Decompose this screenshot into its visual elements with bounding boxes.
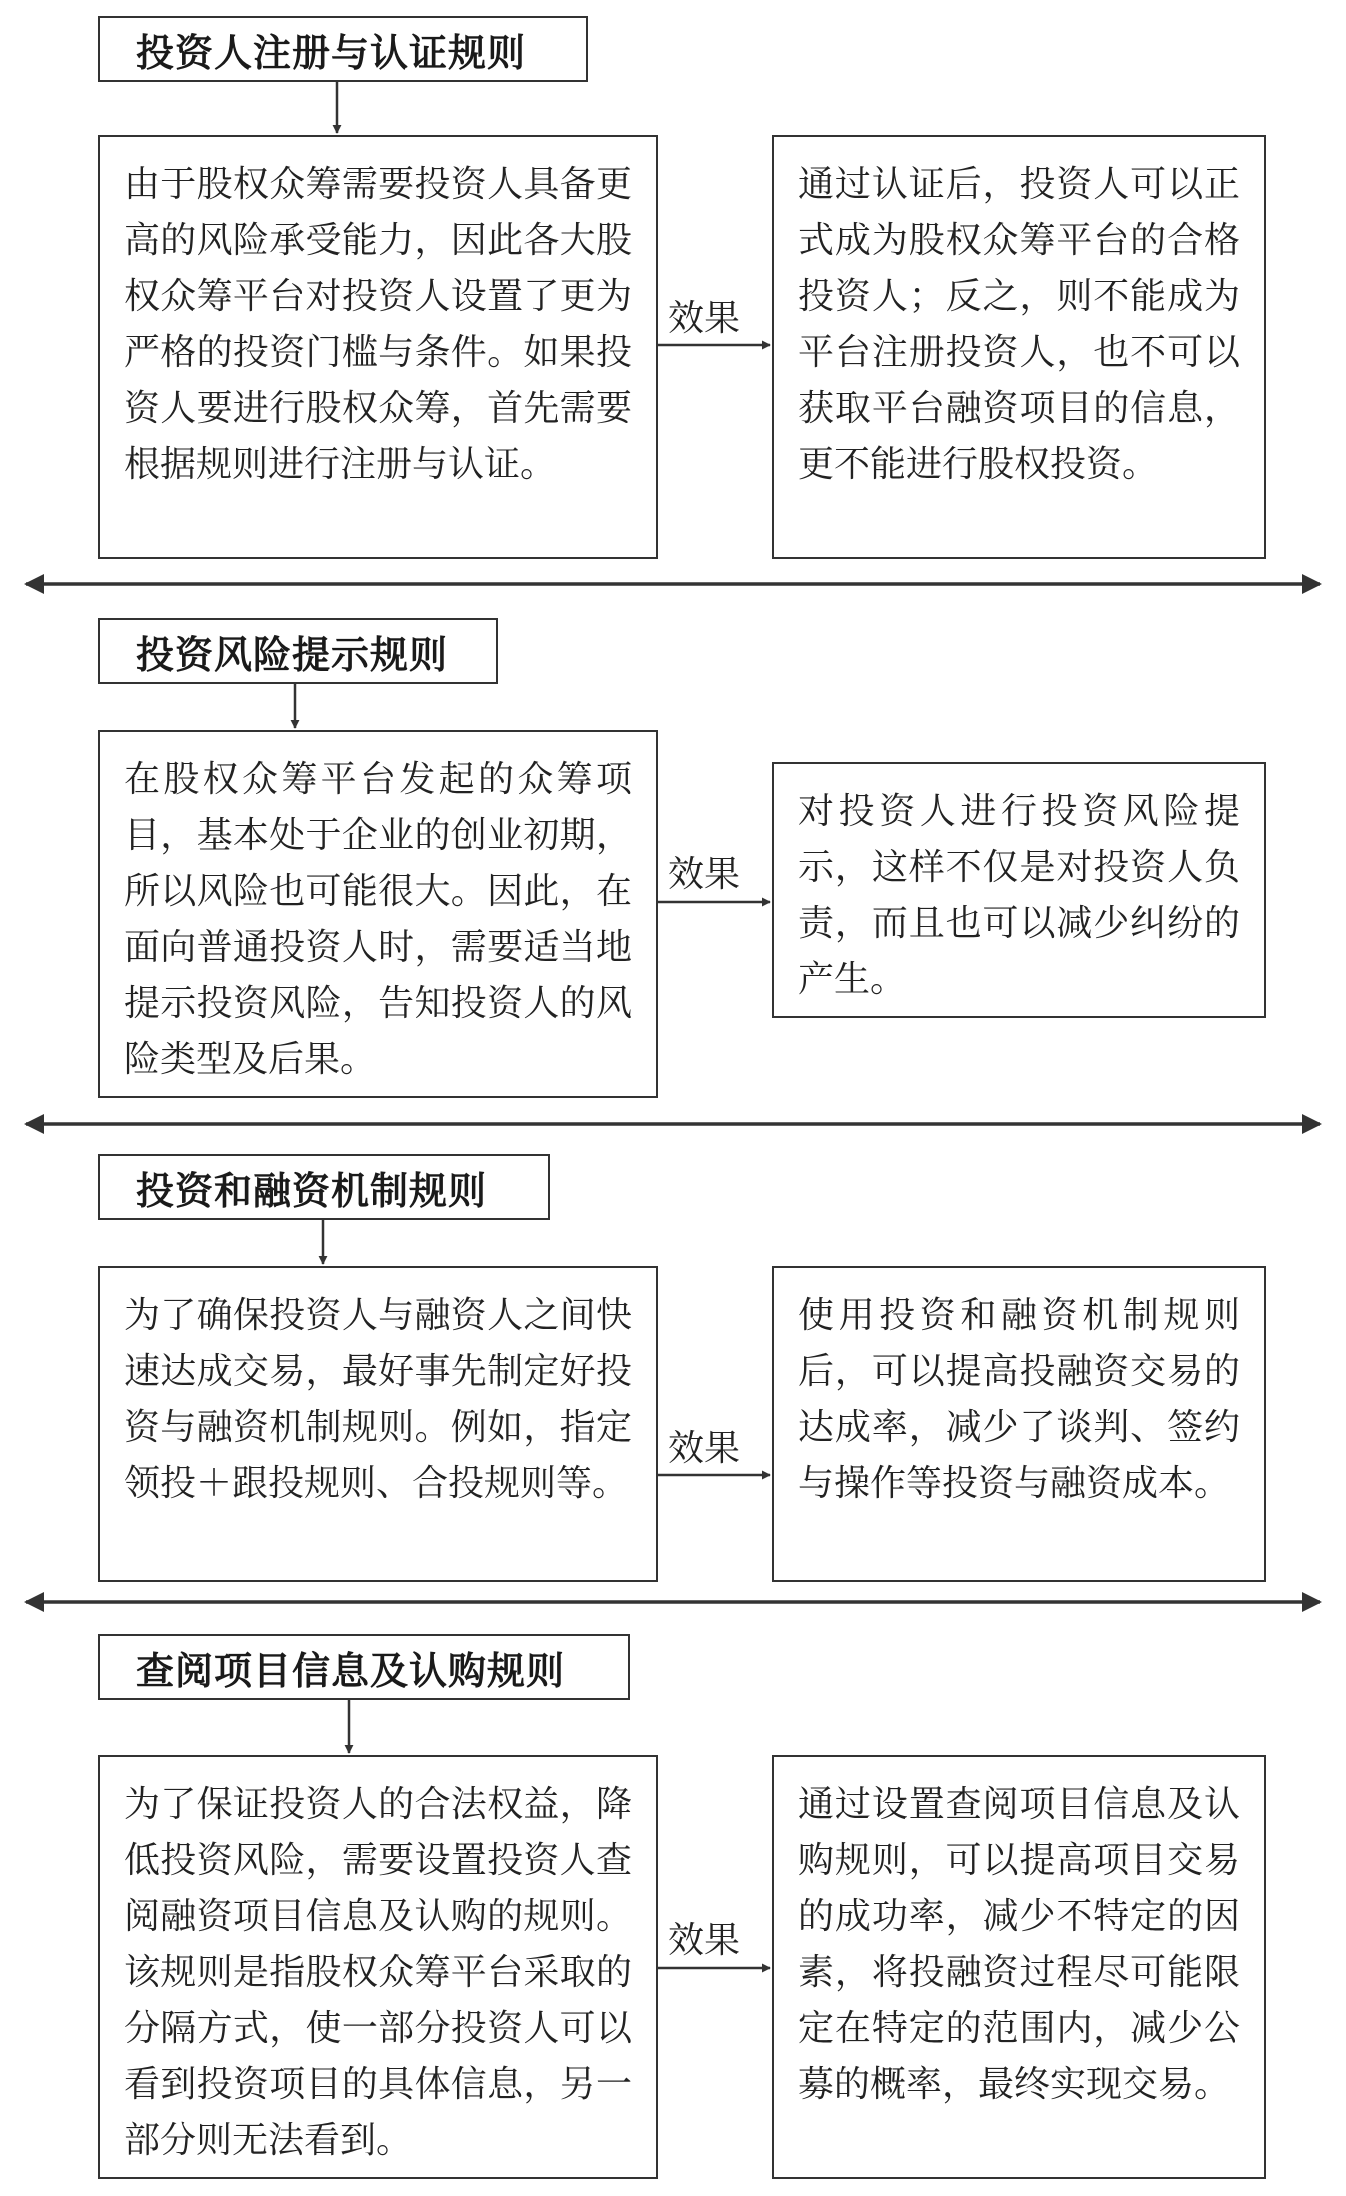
section-4-title: 查阅项目信息及认购规则 [98,1634,630,1700]
section-3-effect-label: 效果 [668,1428,741,1469]
section-2-title: 投资风险提示规则 [98,618,498,684]
section-2-description: 在股权众筹平台发起的众筹项目，基本处于企业的创业初期，所以风险也可能很大。因此，在面向普通投资人时，需要适当地提示投资风险，告知投资人的风险类型及后果。 [98,730,658,1098]
section-3-effect: 使用投资和融资机制规则后，可以提高投融资交易的达成率，减少了谈判、签约与操作等投资与融资成本。 [772,1266,1266,1582]
section-1-description: 由于股权众筹需要投资人具备更高的风险承受能力，因此各大股权众筹平台对投资人设置了更为严格的投资门槛与条件。如果投资人要进行股权众筹，首先需要根据规则进行注册与认证。 [98,135,658,559]
section-2-effect-label: 效果 [668,854,741,895]
section-4-description: 为了保证投资人的合法权益，降低投资风险，需要设置投资人查阅融资项目信息及认购的规则。该规则是指股权众筹平台采取的分隔方式，使一部分投资人可以看到投资项目的具体信息，另一部分则无法看到。 [98,1755,658,2179]
section-3-description: 为了确保投资人与融资人之间快速达成交易，最好事先制定好投资与融资机制规则。例如，指定领投＋跟投规则、合投规则等。 [98,1266,658,1582]
section-4-effect: 通过设置查阅项目信息及认购规则，可以提高项目交易的成功率，减少不特定的因素，将投融资过程尽可能限定在特定的范围内，减少公募的概率，最终实现交易。 [772,1755,1266,2179]
section-1-title: 投资人注册与认证规则 [98,16,588,82]
section-2-effect: 对投资人进行投资风险提示，这样不仅是对投资人负责，而且也可以减少纠纷的产生。 [772,762,1266,1018]
section-3-title: 投资和融资机制规则 [98,1154,550,1220]
section-4-effect-label: 效果 [668,1920,741,1961]
section-1-effect: 通过认证后，投资人可以正式成为股权众筹平台的合格投资人；反之，则不能成为平台注册投资人，也不可以获取平台融资项目的信息，更不能进行股权投资。 [772,135,1266,559]
section-1-effect-label: 效果 [668,298,741,339]
